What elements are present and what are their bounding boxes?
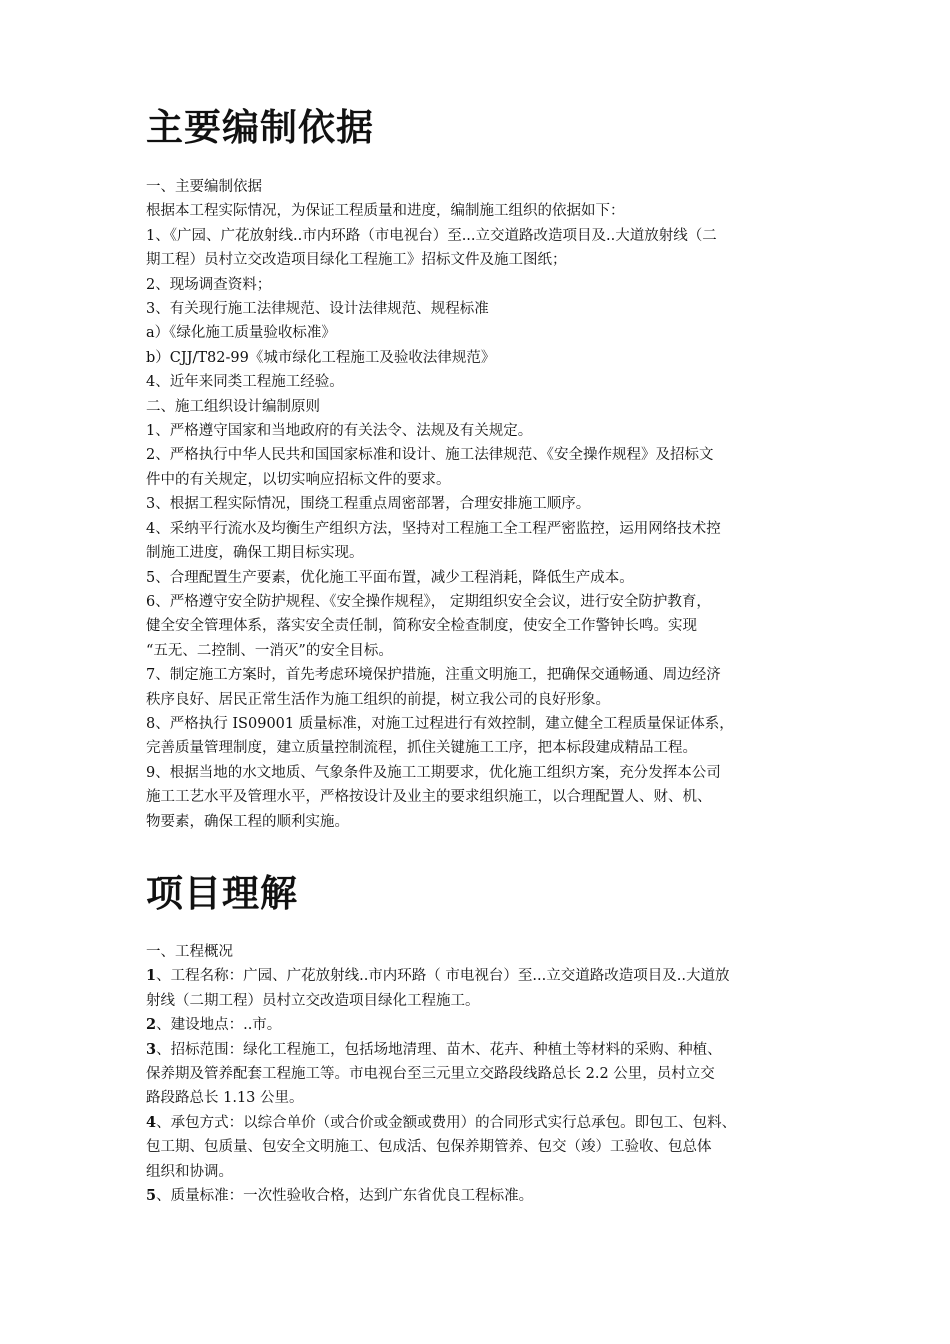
item-number: 3 [146, 1040, 157, 1058]
item-text: 组织和协调。 [146, 1163, 233, 1180]
paragraph-line: 期工程）员村立交改造项目绿化工程施工》招标文件及施工图纸； [146, 252, 567, 269]
heading-project-understanding: 项目理解 [146, 872, 298, 915]
paragraph-line: 1、《广园、广花放射线..市内环路（市电视台）至...立交道路改造项目及..大道放射线（二 [146, 227, 717, 244]
paragraph-line: 完善质量管理制度，建立质量控制流程，抓住关键施工工序，把本标段建成精品工程。 [146, 740, 697, 757]
paragraph-line: 物要素，确保工程的顺利实施。 [146, 813, 349, 830]
paragraph-line: “五无、二控制、一消灭”的安全目标。 [146, 642, 393, 659]
heading-main-basis: 主要编制依据 [146, 106, 374, 149]
paragraph-line: 7、制定施工方案时，首先考虑环境保护措施，注重文明施工，把确保交通畅通、周边经济 [146, 667, 721, 684]
paragraph-line: 6、严格遵守安全防护规程、《安全操作规程》， 定期组织安全会议，进行安全防护教育， [146, 593, 711, 610]
item-text: 保养期及管养配套工程施工等。市电视台至三元里立交路段线路总长 2.2 公里，员村立交 [146, 1066, 715, 1083]
paragraph-line: b）CJJ/T82-99《城市绿化工程施工及验收法律规范》 [146, 349, 496, 366]
paragraph-line [146, 964, 814, 988]
item-text: 包工期、包质量、包安全文明施工、包成活、包保养期管养、包交（竣）工验收、包总体 [146, 1139, 712, 1156]
paragraph-line [146, 1038, 814, 1062]
paragraph-line [146, 1062, 814, 1086]
item-text: 、工程名称：广园、广花放射线..市内环路（ 市电视台）至...立交道路改造项目及..大道放 [156, 968, 730, 985]
paragraph-line: a）《绿化施工质量验收标准》 [146, 325, 336, 342]
item-text: 、承包方式：以综合单价（或合价或金额或费用）的合同形式实行总承包。即包工、包料、 [156, 1114, 737, 1131]
item-number: 4 [146, 1113, 157, 1131]
paragraph-line: 4、近年来同类工程施工经验。 [146, 374, 344, 391]
paragraph-line: 2、现场调查资料； [146, 276, 272, 293]
paragraph-line: 件中的有关规定，以切实响应招标文件的要求。 [146, 471, 451, 488]
paragraph-line: 秩序良好、居民正常生活作为施工组织的前提，树立我公司的良好形象。 [146, 691, 610, 708]
item-text: 、质量标准：一次性验收合格，达到广东省优良工程标准。 [156, 1188, 534, 1205]
paragraph-line [146, 1135, 814, 1159]
section-project-understanding-body [146, 940, 814, 1208]
item-text: 、建设地点：..市。 [156, 1017, 282, 1034]
paragraph-line: 3、有关现行施工法律规范、设计法律规范、规程标准 [146, 301, 489, 318]
paragraph-line: 9、根据当地的水文地质、气象条件及施工工期要求，优化施工组织方案，充分发挥本公司 [146, 764, 721, 781]
paragraph-line [146, 1160, 814, 1184]
paragraph-line [146, 940, 814, 964]
paragraph-line: 制施工进度，确保工期目标实现。 [146, 545, 364, 562]
paragraph-line: 二、施工组织设计编制原则 [146, 398, 320, 415]
item-number: 2 [146, 1016, 157, 1034]
paragraph-line: 1、严格遵守国家和当地政府的有关法令、法规及有关规定。 [146, 423, 533, 440]
paragraph-line: 根据本工程实际情况，为保证工程质量和进度，编制施工组织的依据如下： [146, 203, 625, 220]
paragraph-line [146, 989, 814, 1013]
item-text: 一、工程概况 [146, 944, 233, 960]
paragraph-line: 健全安全管理体系，落实安全责任制，简称安全检查制度，使安全工作警钟长鸣。实现 [146, 618, 697, 635]
paragraph-line [146, 1013, 814, 1037]
paragraph-line: 4、采纳平行流水及均衡生产组织方法，坚持对工程施工全工程严密监控，运用网络技术控 [146, 520, 721, 537]
paragraph-line: 施工工艺水平及管理水平，严格按设计及业主的要求组织施工，以合理配置人、财、机、 [146, 789, 712, 806]
paragraph-line [146, 1111, 814, 1135]
item-text: 路段路总长 1.13 公里。 [146, 1090, 304, 1107]
paragraph-line: 一、主要编制依据 [146, 179, 262, 195]
paragraph-line: 3、根据工程实际情况，围绕工程重点周密部署，合理安排施工顺序。 [146, 496, 591, 513]
item-text: 射线（二期工程）员村立交改造项目绿化工程施工。 [146, 992, 480, 1009]
item-number: 1 [146, 967, 157, 985]
paragraph-line: 8、严格执行 IS09001 质量标准，对施工过程进行有效控制，建立健全工程质量保证体系， [146, 715, 734, 732]
section-main-basis-body [146, 175, 814, 834]
paragraph-line [146, 1184, 814, 1208]
paragraph-line [146, 1086, 814, 1110]
paragraph-line: 2、严格执行中华人民共和国国家标准和设计、施工法律规范、《安全操作规程》及招标文 [146, 447, 714, 464]
paragraph-line: 5、合理配置生产要素，优化施工平面布置，减少工程消耗，降低生产成本。 [146, 569, 634, 586]
item-text: 、招标范围：绿化工程施工，包括场地清理、苗木、花卉、种植土等材料的采购、种植、 [156, 1041, 722, 1058]
item-number: 5 [146, 1187, 157, 1205]
